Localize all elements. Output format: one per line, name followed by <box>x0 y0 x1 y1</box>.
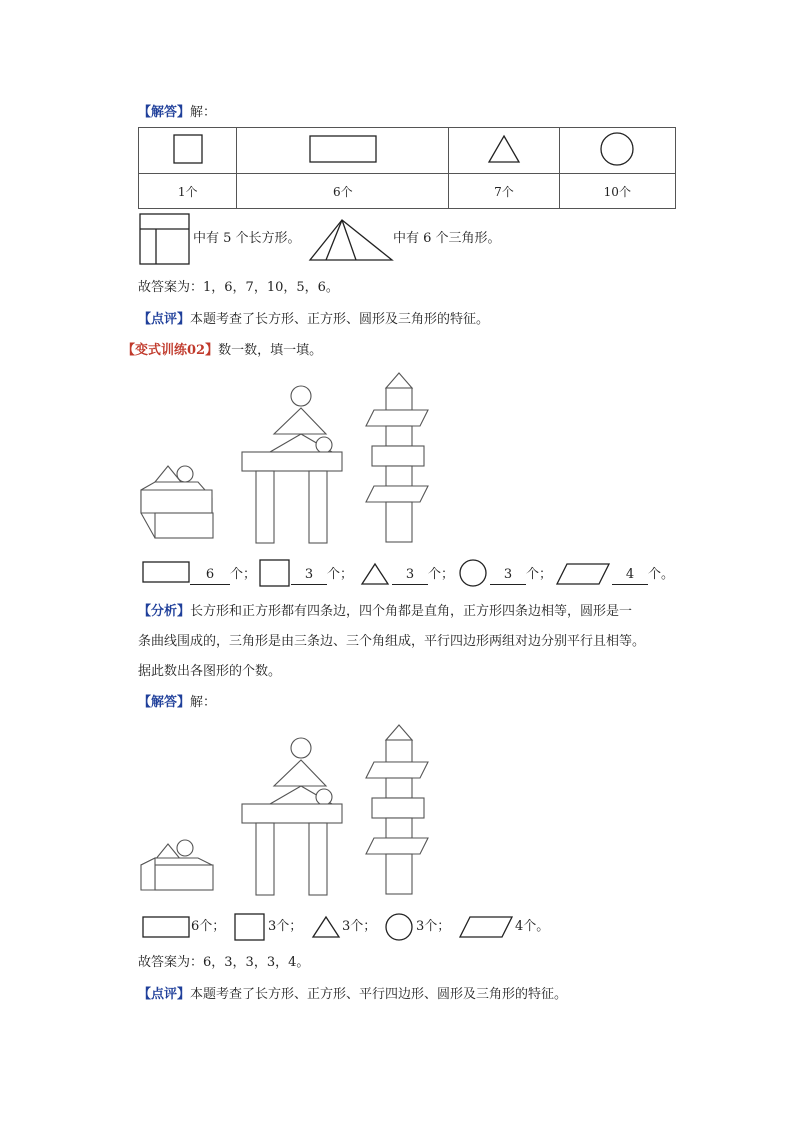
fill-triangle <box>392 566 454 585</box>
end: 。 <box>661 567 675 582</box>
review-text: 本题考查了长方形、正方形、圆形及三角形的特征。 <box>190 312 490 327</box>
square-icon <box>234 913 266 941</box>
parallelogram-icon <box>458 915 514 939</box>
analysis-tag: 【分析】 <box>138 604 191 619</box>
divided-rectangle-figure <box>139 213 191 265</box>
circle-icon <box>458 559 488 587</box>
answer-label-2 <box>138 694 216 712</box>
unit: 个 <box>526 567 540 582</box>
building-blocks-picture <box>138 368 434 548</box>
analysis-line-1 <box>138 603 632 621</box>
answer-blank: 4 <box>612 566 648 585</box>
rectangle-icon <box>142 916 190 938</box>
exercise-text: 数一数，填一填。 <box>218 343 323 358</box>
conclusion-2: 故答案为：6，3，3，3，4。 <box>138 955 310 970</box>
separator: ； <box>243 567 257 582</box>
rectangle-icon <box>142 561 190 583</box>
triangle-icon <box>311 915 341 939</box>
answer-blank: 6 <box>190 566 230 585</box>
count-parallelogram: 4个。 <box>515 919 550 934</box>
review-tag: 【点评】 <box>138 312 191 327</box>
answer-label <box>138 104 216 122</box>
triangle-cell <box>449 128 559 174</box>
answer-tag: 【解答】 <box>138 105 191 120</box>
analysis-line-3: 据此数出各图形的个数。 <box>138 664 282 679</box>
answer-tag: 【解答】 <box>138 695 191 710</box>
unit: 个 <box>230 567 244 582</box>
analysis-text: 长方形和正方形都有四条边，四个角都是直角，正方形四条边相等，圆形是一 <box>190 604 633 619</box>
parallelogram-icon <box>555 562 611 586</box>
count-cell: 1个 <box>139 174 237 209</box>
count-square: 3个； <box>268 919 303 934</box>
shape-count-table <box>138 127 676 209</box>
square-icon <box>172 133 204 165</box>
answer-rest: 解： <box>190 105 217 120</box>
rect-count-text: 中有 5 个长方形。 <box>193 231 301 246</box>
unit: 个 <box>327 567 341 582</box>
answer-blank: 3 <box>392 566 428 585</box>
separator: ； <box>441 567 455 582</box>
unit: 个 <box>428 567 442 582</box>
review-text: 本题考查了长方形、正方形、平行四边形、圆形及三角形的特征。 <box>190 987 568 1002</box>
answer-rest: 解： <box>190 695 217 710</box>
fill-parallelogram <box>612 566 674 585</box>
separator: ； <box>539 567 553 582</box>
fill-rectangle <box>190 566 256 585</box>
count-cell: 7个 <box>449 174 559 209</box>
answer-blank: 3 <box>291 566 327 585</box>
fill-circle <box>490 566 552 585</box>
count-circle: 3个； <box>416 919 451 934</box>
answer-blank: 3 <box>490 566 526 585</box>
count-cell: 10个 <box>559 174 675 209</box>
divided-triangle-figure <box>308 218 394 262</box>
square-cell <box>139 128 237 174</box>
unit: 个 <box>648 567 662 582</box>
fill-square <box>291 566 353 585</box>
building-blocks-picture <box>138 720 434 900</box>
square-icon <box>259 559 291 587</box>
separator: ； <box>340 567 354 582</box>
tri-count-text: 中有 6 个三角形。 <box>393 231 501 246</box>
triangle-icon <box>486 133 522 165</box>
conclusion-1: 故答案为：1，6，7，10，5，6。 <box>138 280 339 295</box>
review-tag: 【点评】 <box>138 987 191 1002</box>
count-cell: 6个 <box>237 174 449 209</box>
analysis-line-2: 条曲线围成的，三角形是由三条边、三个角组成，平行四边形两组对边分别平行且相等。 <box>138 634 646 649</box>
exercise-heading <box>122 342 322 360</box>
rectangle-icon <box>308 133 378 165</box>
count-triangle: 3个； <box>342 919 377 934</box>
exercise-tag: 【变式训练02】 <box>122 343 219 358</box>
count-rectangle: 6个； <box>191 919 226 934</box>
circle-icon <box>384 913 414 941</box>
triangle-icon <box>360 562 390 586</box>
rectangle-cell <box>237 128 449 174</box>
circle-icon <box>598 131 636 167</box>
review-2 <box>138 986 567 1004</box>
circle-cell <box>559 128 675 174</box>
review-1 <box>138 311 489 329</box>
